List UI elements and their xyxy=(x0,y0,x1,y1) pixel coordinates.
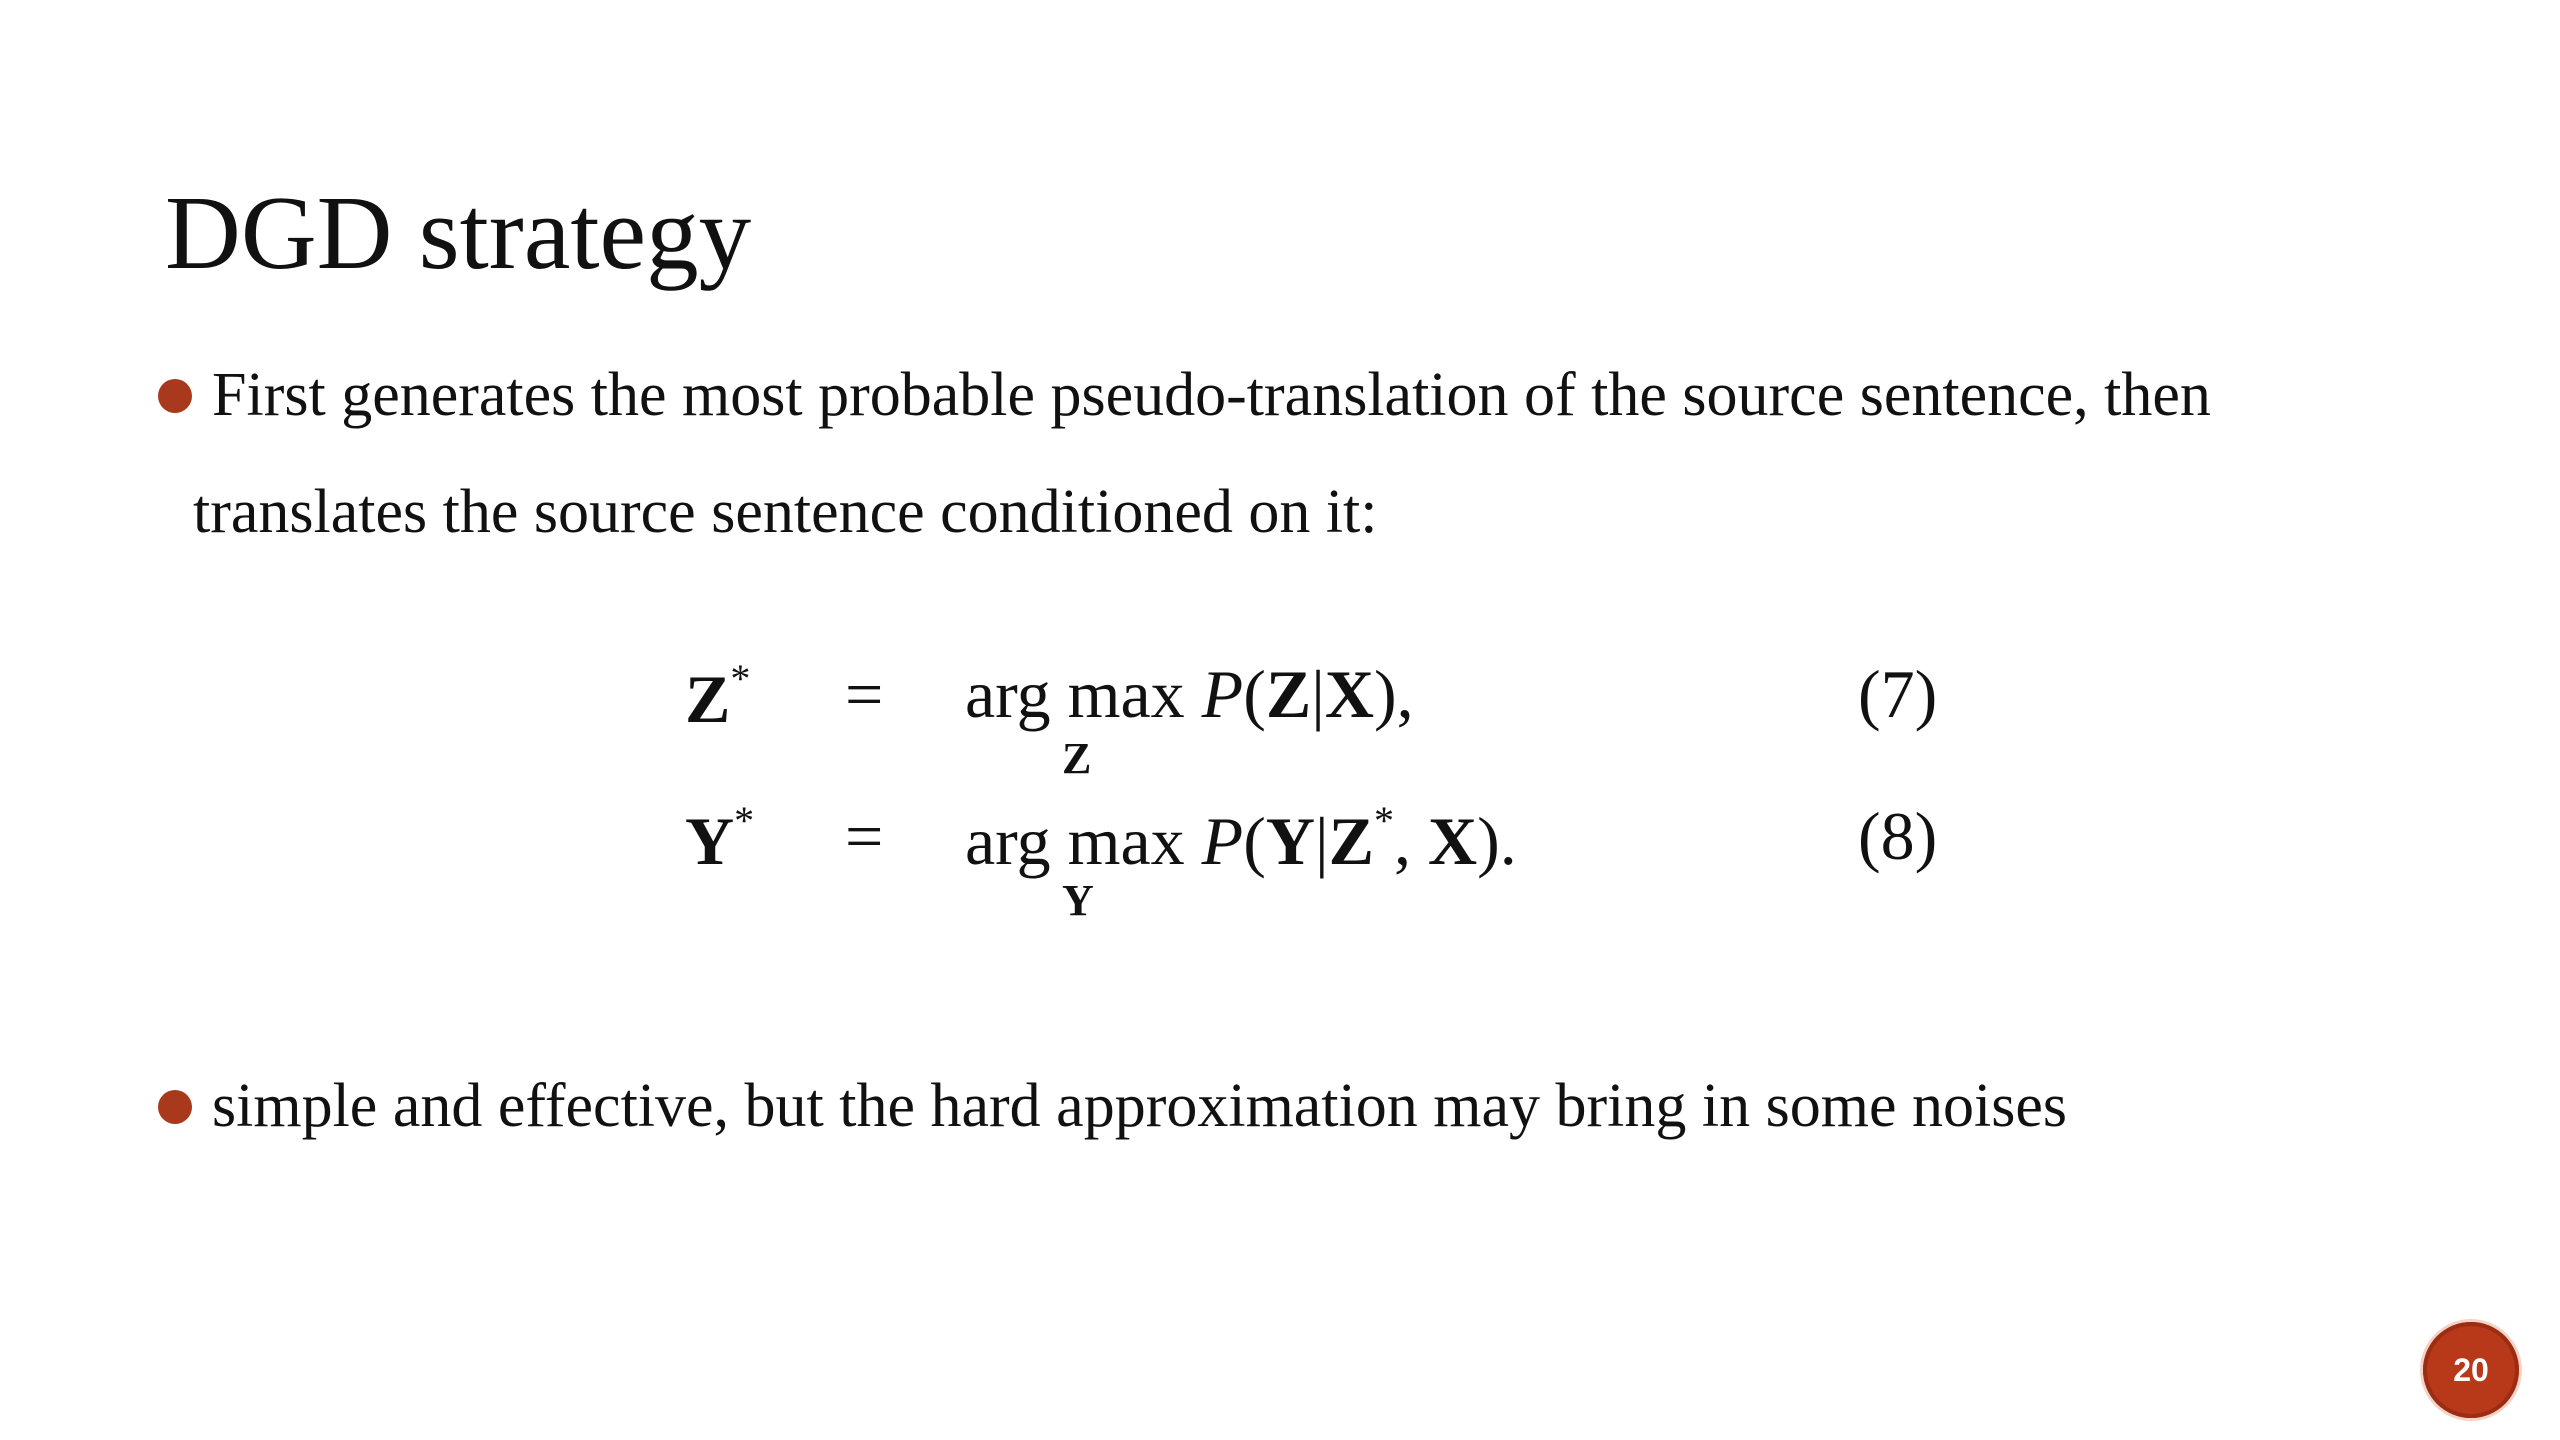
bullet-1-line-1: First generates the most probable pseudo-translation of the source sentence, then xyxy=(212,361,2211,429)
page-number: 20 xyxy=(2453,1351,2489,1388)
equation-8-lhs: Y* xyxy=(685,798,755,879)
equation-7 xyxy=(0,655,2560,795)
bullet-item-2 xyxy=(158,1048,2428,1165)
slide-title: DGD strategy xyxy=(165,174,752,291)
bullet-dot-icon xyxy=(158,379,192,413)
bullet-1-line-2: translates the source sentence conditioned on it: xyxy=(193,478,1378,546)
page-number-badge xyxy=(2423,1322,2519,1418)
equation-7-rhs: arg max P(Z|X), xyxy=(965,656,1414,732)
equation-8-argmax-subscript: Y xyxy=(1062,876,1094,925)
equation-8-equals: = xyxy=(845,798,884,874)
bullet-item-1 xyxy=(158,337,2428,571)
bullet-dot-icon xyxy=(158,1090,192,1124)
equation-8-number: (8) xyxy=(1858,798,1938,874)
equation-7-equals: = xyxy=(845,656,884,732)
equation-7-lhs: Z* xyxy=(685,656,751,737)
equation-7-number: (7) xyxy=(1858,656,1938,732)
bullet-2-line-1: simple and effective, but the hard approximation may bring in some noises xyxy=(212,1072,2067,1140)
equation-8-rhs: arg max P(Y|Z*, X). xyxy=(965,798,1517,879)
equation-7-argmax-subscript: Z xyxy=(1062,734,1092,783)
equation-8 xyxy=(0,797,2560,937)
